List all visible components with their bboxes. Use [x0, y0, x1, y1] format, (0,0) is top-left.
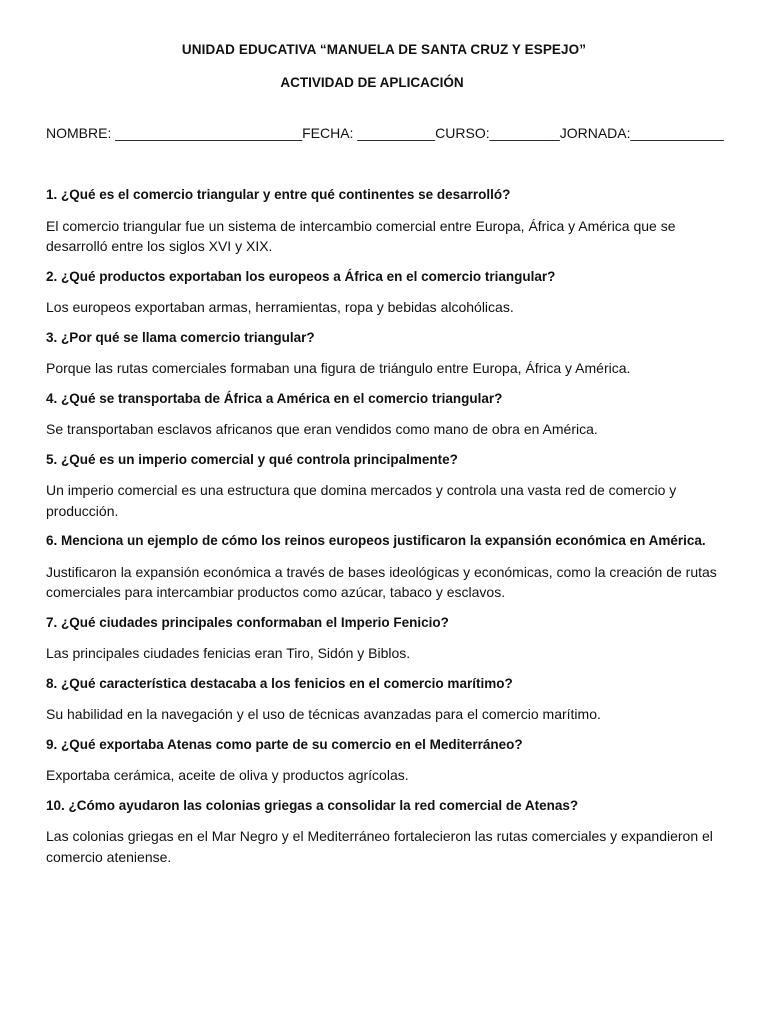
answer-4: Se transportaban esclavos africanos que eran vendidos como mano de obra en América. — [46, 421, 598, 437]
school-title: UNIDAD EDUCATIVA “MANUELA DE SANTA CRUZ Y ESPEJO” — [181, 42, 587, 57]
student-info-line: NOMBRE: ________________________FECHA: __________CURSO:_________JORNADA:____________ — [46, 125, 724, 141]
answer-7: Las principales ciudades fenicias eran Tiro, Sidón y Biblos. — [46, 645, 411, 661]
question-answer-list — [46, 185, 726, 877]
answer-2: Los europeos exportaban armas, herramientas, ropa y bebidas alcohólicas. — [46, 299, 514, 315]
question-2: 2. ¿Qué productos exportaban los europeos a África en el comercio triangular? — [46, 268, 556, 284]
answer-5: Un imperio comercial es una estructura que domina mercados y controla una vasta red de comercio y producción. — [46, 482, 677, 519]
question-4: 4. ¿Qué se transportaba de África a América en el comercio triangular? — [46, 390, 503, 406]
answer-6: Justificaron la expansión económica a través de bases ideológicas y económicas, como la creación de rutas comerciales para intercambiar productos como azúcar, tabaco y esclavos. — [46, 563, 717, 600]
answer-8: Su habilidad en la navegación y el uso de técnicas avanzadas para el comercio marítimo. — [46, 706, 601, 722]
question-10: 10. ¿Cómo ayudaron las colonias griegas a consolidar la red comercial de Atenas? — [46, 797, 579, 813]
question-9: 9. ¿Qué exportaba Atenas como parte de su comercio en el Mediterráneo? — [46, 736, 523, 752]
question-3: 3. ¿Por qué se llama comercio triangular? — [46, 329, 315, 345]
answer-1: El comercio triangular fue un sistema de intercambio comercial entre Europa, África y América que se desarrolló entre los siglos XVI y XIX. — [46, 217, 676, 254]
activity-title: ACTIVIDAD DE APLICACIÓN — [280, 75, 464, 90]
answer-3: Porque las rutas comerciales formaban una figura de triángulo entre Europa, África y América. — [46, 360, 631, 376]
question-6: 6. Menciona un ejemplo de cómo los reinos europeos justificaron la expansión económica en América. — [46, 533, 706, 548]
question-7: 7. ¿Qué ciudades principales conformaban el Imperio Fenicio? — [46, 614, 449, 630]
question-5: 5. ¿Qué es un imperio comercial y qué controla principalmente? — [46, 451, 458, 467]
answer-9: Exportaba cerámica, aceite de oliva y productos agrícolas. — [46, 767, 409, 783]
answer-10: Las colonias griegas en el Mar Negro y el Mediterráneo fortalecieron las rutas comerciales y expandieron el comercio ateniense. — [46, 828, 713, 865]
question-8: 8. ¿Qué característica destacaba a los fenicios en el comercio marítimo? — [46, 675, 513, 691]
question-1: 1. ¿Qué es el comercio triangular y entre qué continentes se desarrolló? — [46, 187, 511, 202]
